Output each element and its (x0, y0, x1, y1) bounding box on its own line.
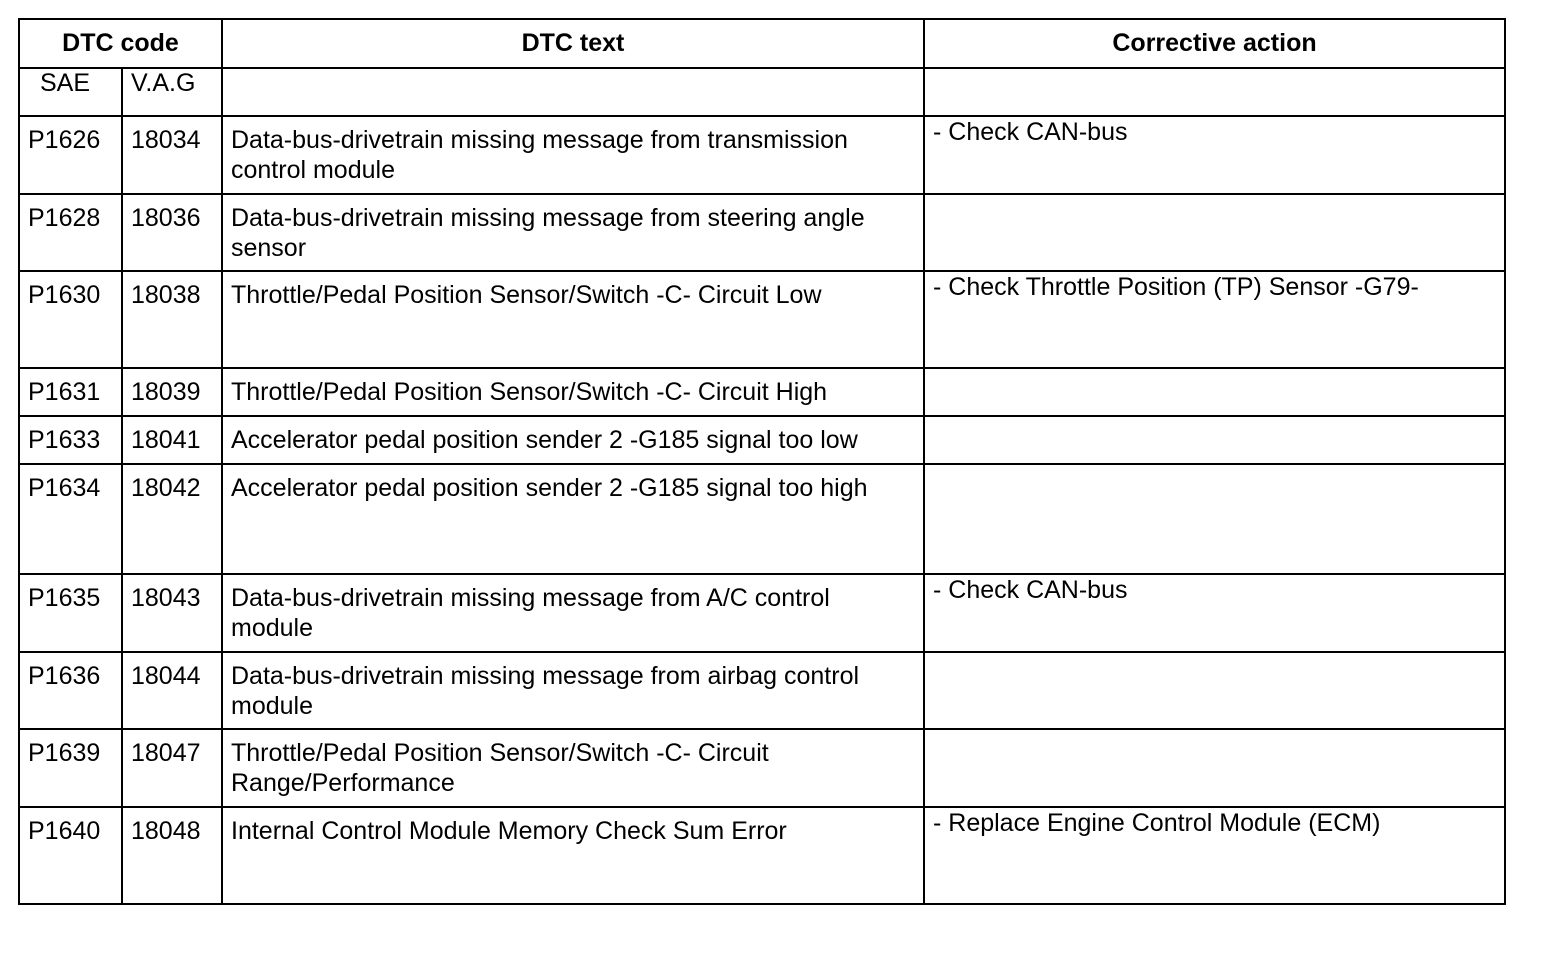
vag-code-cell (122, 574, 222, 652)
table-row (19, 652, 1505, 729)
dtc-text-cell (222, 464, 924, 574)
dtc-text-cell (222, 807, 924, 904)
subheader-empty-text (222, 68, 924, 116)
sae-code: P1626 (28, 126, 101, 154)
corrective-action: - Check Throttle Position (TP) Sensor -G79- (933, 273, 1419, 301)
sae-code-cell (19, 807, 122, 904)
vag-code-cell (122, 271, 222, 368)
vag-code-cell (122, 368, 222, 416)
sae-code-cell (19, 729, 122, 807)
corrective-action-cell (924, 194, 1505, 271)
sae-code-cell (19, 416, 122, 464)
dtc-text: Data-bus-drivetrain missing message from airbag control module (231, 662, 860, 720)
dtc-text-cell (222, 194, 924, 271)
sae-code: P1628 (28, 204, 101, 232)
header-dtc-text: DTC text (222, 19, 924, 68)
vag-code-cell (122, 652, 222, 729)
vag-code: 18036 (131, 204, 201, 232)
dtc-text: Data-bus-drivetrain missing message from steering angle sensor (231, 204, 865, 262)
vag-code-cell (122, 464, 222, 574)
corrective-action-cell (924, 807, 1505, 904)
sae-code: P1630 (28, 281, 101, 309)
dtc-text-cell (222, 652, 924, 729)
dtc-text: Throttle/Pedal Position Sensor/Switch -C- Circuit Low (231, 281, 822, 309)
sae-code: P1639 (28, 739, 101, 767)
sae-code: P1634 (28, 474, 101, 502)
sae-code: P1633 (28, 426, 101, 454)
subheader-row (19, 68, 1505, 116)
dtc-text-cell (222, 368, 924, 416)
table-row (19, 464, 1505, 574)
corrective-action: - Replace Engine Control Module (ECM) (933, 809, 1381, 837)
vag-code: 18048 (131, 817, 201, 845)
dtc-text: Throttle/Pedal Position Sensor/Switch -C- Circuit Range/Performance (231, 739, 769, 797)
subheader-vag: V.A.G (122, 68, 222, 116)
dtc-table-body (19, 116, 1505, 904)
sae-code: P1640 (28, 817, 101, 845)
vag-code: 18034 (131, 126, 201, 154)
sae-code-cell (19, 194, 122, 271)
corrective-action-cell (924, 271, 1505, 368)
corrective-action: - Check CAN-bus (933, 118, 1128, 146)
dtc-text: Data-bus-drivetrain missing message from A/C control module (231, 584, 830, 642)
sae-code-cell (19, 368, 122, 416)
dtc-text-cell (222, 729, 924, 807)
corrective-action-cell (924, 416, 1505, 464)
sae-code: P1635 (28, 584, 101, 612)
vag-code-cell (122, 807, 222, 904)
header-corrective-action: Corrective action (924, 19, 1505, 68)
dtc-text: Data-bus-drivetrain missing message from transmission control module (231, 126, 848, 184)
sae-code-cell (19, 116, 122, 194)
corrective-action-cell (924, 729, 1505, 807)
table-row (19, 574, 1505, 652)
sae-code-cell (19, 574, 122, 652)
corrective-action: - Check CAN-bus (933, 576, 1128, 604)
table-row (19, 194, 1505, 271)
table-row (19, 729, 1505, 807)
subheader-sae: SAE (19, 68, 122, 116)
corrective-action-cell (924, 116, 1505, 194)
corrective-action-cell (924, 574, 1505, 652)
table-row (19, 807, 1505, 904)
table-row (19, 271, 1505, 368)
table-row (19, 416, 1505, 464)
vag-code: 18044 (131, 662, 201, 690)
dtc-text-cell (222, 416, 924, 464)
vag-code: 18039 (131, 378, 201, 406)
vag-code: 18038 (131, 281, 201, 309)
vag-code: 18043 (131, 584, 201, 612)
header-row (19, 19, 1505, 68)
dtc-text: Accelerator pedal position sender 2 -G185 signal too low (231, 426, 858, 454)
dtc-text: Throttle/Pedal Position Sensor/Switch -C- Circuit High (231, 378, 828, 406)
subheader-empty-action (924, 68, 1505, 116)
sae-code: P1636 (28, 662, 101, 690)
dtc-text-cell (222, 116, 924, 194)
vag-code: 18047 (131, 739, 201, 767)
sae-code-cell (19, 652, 122, 729)
dtc-text-cell (222, 574, 924, 652)
corrective-action-cell (924, 652, 1505, 729)
vag-code-cell (122, 194, 222, 271)
dtc-table (18, 18, 1506, 905)
table-row (19, 116, 1505, 194)
dtc-text: Internal Control Module Memory Check Sum Error (231, 817, 787, 845)
vag-code: 18042 (131, 474, 201, 502)
vag-code: 18041 (131, 426, 201, 454)
dtc-text: Accelerator pedal position sender 2 -G185 signal too high (231, 474, 868, 502)
dtc-text-cell (222, 271, 924, 368)
corrective-action-cell (924, 464, 1505, 574)
sae-code-cell (19, 464, 122, 574)
vag-code-cell (122, 116, 222, 194)
table-row (19, 368, 1505, 416)
sae-code: P1631 (28, 378, 101, 406)
corrective-action-cell (924, 368, 1505, 416)
vag-code-cell (122, 416, 222, 464)
header-dtc-code: DTC code (19, 19, 222, 68)
vag-code-cell (122, 729, 222, 807)
sae-code-cell (19, 271, 122, 368)
